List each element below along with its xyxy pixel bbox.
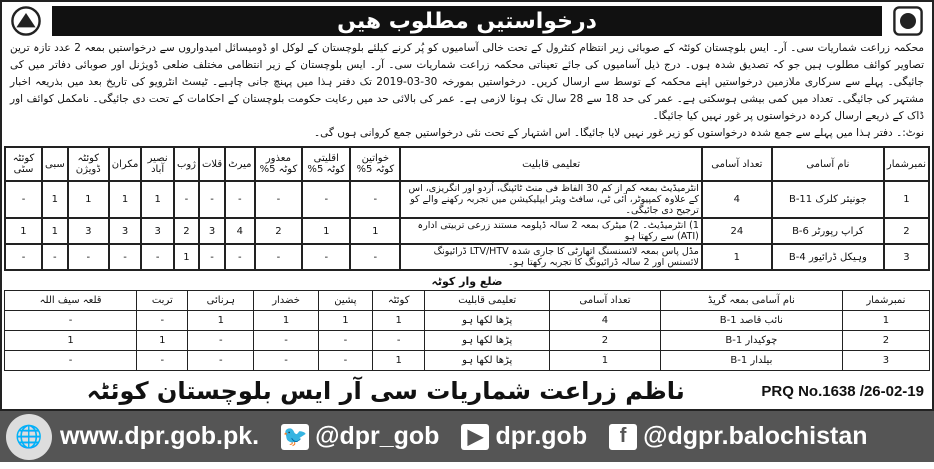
table-cell: -	[5, 181, 42, 218]
table-cell: 2	[174, 218, 199, 244]
table-cell: 1) انٹرمیڈیٹ۔ 2) میٹرک بمعہ 2 سالہ ڈپلومہ مستند زرعی تربیتی ادارہ (ATI) سے رکھتا ہو	[400, 218, 701, 244]
table-cell: بیلدار B-1	[660, 351, 842, 371]
table-cell: مڈل پاس بمعہ لائسنسنگ اتھارٹی کا جاری شدہ LTV/HTV ڈرائیونگ لائسنس اور 2 سالہ ڈرائیونگ کا تجربہ رکھتا ہو۔	[400, 244, 701, 270]
table-cell: 1	[302, 218, 350, 244]
table-cell: 1	[42, 218, 68, 244]
table-cell: -	[5, 244, 42, 270]
table-row	[5, 331, 930, 351]
column-header: تعداد آسامی	[549, 291, 660, 311]
table-cell: 1	[350, 218, 400, 244]
table-cell: 4	[225, 218, 254, 244]
table-cell: نائب قاصد B-1	[660, 311, 842, 331]
table-cell: انٹرمیڈیٹ بمعہ کم از کم 30 الفاظ فی منٹ ٹائپنگ، اُردو اور انگریزی، اس کے علاوہ کمپیوٹر، آئی ٹی، سافٹ ویئر ایپلیکیشن میں تجربہ رکھنے والے کو ترجیح دی جائیگی۔	[400, 181, 701, 218]
table-cell: -	[109, 244, 142, 270]
page-title: درخواستیں مطلوب ھیں	[52, 6, 882, 36]
column-header: سبی	[42, 147, 68, 181]
column-header: خواتین کوٹہ 5%	[350, 147, 400, 181]
column-header: نصیر آباد	[141, 147, 174, 181]
column-header: نمبرشمار	[842, 291, 929, 311]
intro-text	[10, 40, 924, 142]
table-cell: 1	[141, 181, 174, 218]
column-header: پشین	[318, 291, 372, 311]
globe-icon: 🌐	[6, 414, 52, 460]
table-cell: -	[137, 351, 188, 371]
column-header: نام آسامی بمعہ گریڈ	[660, 291, 842, 311]
table-cell: -	[188, 351, 254, 371]
table-cell: -	[255, 181, 303, 218]
column-header: تعلیمی قابلیت	[400, 147, 701, 181]
table-cell: 3	[109, 218, 142, 244]
table-cell: 1	[372, 311, 425, 331]
table-cell: -	[318, 331, 372, 351]
column-header: کوئٹہ ڈویژن	[68, 147, 109, 181]
column-header: میرٹ	[225, 147, 254, 181]
table-cell: پڑھا لکھا ہو	[425, 311, 549, 331]
table-cell: 2	[255, 218, 303, 244]
table-cell: وہیکل ڈرائیور B-4	[772, 244, 884, 270]
table-cell: -	[372, 331, 425, 351]
column-header: کوئٹہ	[372, 291, 425, 311]
table-cell: -	[42, 244, 68, 270]
table-row	[5, 244, 929, 270]
table-cell: پڑھا لکھا ہو	[425, 331, 549, 351]
column-header: کوئٹہ سٹی	[5, 147, 42, 181]
column-header: ہرنائی	[188, 291, 254, 311]
column-header: تعداد آسامی	[702, 147, 772, 181]
table-cell: 4	[702, 181, 772, 218]
table-cell: 1	[68, 181, 109, 218]
column-header: نمبرشمار	[884, 147, 929, 181]
table-row	[5, 181, 929, 218]
column-header: معذور کوٹہ 5%	[255, 147, 303, 181]
table-cell: -	[350, 181, 400, 218]
website-link[interactable]: www.dpr.gob.pk.	[60, 422, 260, 450]
intro-paragraph: محکمہ زراعت شماریات سی۔ آر۔ ایس بلوچستان کوئٹہ کے صوبائی زیر انتظام کنٹرول کے تحت خالی آسامیوں کو پُر کرنے کیلئے بلوچستان کے لوکل او ڈومیسائل امیدواروں سے درخواستیں بمعہ 2 عدد تازہ ترین تصاویر کوائف مطلوب ہیں جو کہ تصدیق شدہ ہوں۔ درج ذیل آسامیوں کی جائے تعیناتی محکمہ زراعت شماریات سی۔ آر۔ ایس بلوچستان کے زیر انتظامی مختلف ضلعی ڈویژنل اور صوبائی دفاتر میں کی جائیگی۔ پہلے سے سرکاری ملازمین درخواستیں اپنے محکمہ کے توسط سے ارسال کریں۔ درخواستیں بمورخہ 30-03-2019 تک دفتر ہذا میں پہنچ جانی چاہیے۔ ٹیسٹ انٹرویو کی تاریخ بعد میں بذریعہ اخبار مشتہر کی جائیگی۔ تعداد میں کمی بیشی ہوسکتی ہے۔ عمر کی حد 18 سے 28 سال تک ہونا لازمی ہے۔ عمر کی بالائی حد میں رعایت حکومت بلوچستان کے احکامات کے تحت دی جائیگی۔ نامکمل کوائف اور ڈاک کے ذریعے ارسال کردہ درخواستوں پر غور نہیں کیا جائیگا۔	[10, 42, 924, 122]
youtube-handle[interactable]: dpr.gob	[495, 422, 588, 450]
table-cell: 1	[109, 181, 142, 218]
govt-logo-left	[4, 4, 48, 38]
table-cell: -	[254, 351, 319, 371]
table-cell: -	[225, 181, 254, 218]
table-cell: 1	[5, 331, 137, 351]
table-cell: پڑھا لکھا ہو	[425, 351, 549, 371]
column-header: قلعہ سیف اللہ	[5, 291, 137, 311]
table-cell: 3	[842, 351, 929, 371]
table-cell: 1	[174, 244, 199, 270]
table-cell: 2	[884, 218, 929, 244]
table-cell: چوکیدار B-1	[660, 331, 842, 351]
twitter-handle[interactable]: @dpr_gob	[315, 422, 440, 450]
table-cell: 3	[141, 218, 174, 244]
table-row	[5, 351, 930, 371]
table-cell: -	[137, 311, 188, 331]
table-cell: -	[5, 311, 137, 331]
column-header: نام آسامی	[772, 147, 884, 181]
table-cell: 1	[842, 311, 929, 331]
signature-row	[4, 377, 930, 405]
table-cell: -	[174, 181, 199, 218]
column-header: خضدار	[254, 291, 319, 311]
table-cell: کراپ رپورٹر B-6	[772, 218, 884, 244]
table-cell: -	[68, 244, 109, 270]
table-cell: 1	[254, 311, 319, 331]
column-header: ژوب	[174, 147, 199, 181]
youtube-icon: ▶	[461, 424, 489, 450]
prq-number: PRQ No.1638 /26-02-19	[761, 382, 924, 400]
table-cell: -	[318, 351, 372, 371]
table-cell: 1	[702, 244, 772, 270]
table-cell: 1	[137, 331, 188, 351]
table-cell: 1	[318, 311, 372, 331]
column-header: قلات	[199, 147, 225, 181]
twitter-icon: 🐦	[281, 424, 309, 450]
signatory: ناظم زراعت شماریات سی آر ایس بلوچستان کوئٹہ	[86, 377, 685, 405]
table-cell: -	[255, 244, 303, 270]
table-cell: -	[254, 331, 319, 351]
district-quota-title: ضلع وار کوٹہ	[431, 275, 503, 288]
balochistan-emblem-right	[886, 4, 930, 38]
table-cell: 24	[702, 218, 772, 244]
table-cell: 1	[42, 181, 68, 218]
table-cell: -	[141, 244, 174, 270]
column-header: اقلیتی کوٹہ 5%	[302, 147, 350, 181]
table-cell: -	[199, 181, 225, 218]
note-paragraph: نوٹ:۔ دفتر ہذا میں پہلے سے جمع شدہ درخواستوں کو زیر غور نہیں لایا جائیگا۔ اس اشتہار کے تحت نئی درخواستیں جمع کروانی ہوں گی۔	[313, 127, 924, 139]
table-cell: 2	[549, 331, 660, 351]
table-cell: -	[225, 244, 254, 270]
table-row	[5, 311, 930, 331]
table-cell: 1	[5, 218, 42, 244]
footer-bar	[0, 411, 934, 462]
facebook-handle[interactable]: @dgpr.balochistan	[643, 422, 868, 450]
table-cell: 1	[884, 181, 929, 218]
table-cell: 2	[842, 331, 929, 351]
table-cell: 4	[549, 311, 660, 331]
table-cell: 1	[549, 351, 660, 371]
column-header: تعلیمی قابلیت	[425, 291, 549, 311]
table-cell: 1	[188, 311, 254, 331]
column-header: تربت	[137, 291, 188, 311]
table-cell: -	[350, 244, 400, 270]
facebook-icon: f	[609, 424, 637, 450]
table-cell: 1	[372, 351, 425, 371]
table-cell: 3	[199, 218, 225, 244]
table-cell: -	[302, 244, 350, 270]
table-cell: 3	[68, 218, 109, 244]
table-cell: 3	[884, 244, 929, 270]
posts-table	[4, 146, 930, 271]
table-cell: جونیئر کلرک B-11	[772, 181, 884, 218]
table-cell: -	[188, 331, 254, 351]
table-row	[5, 218, 929, 244]
district-quota-table	[4, 290, 930, 371]
table-cell: -	[199, 244, 225, 270]
table-cell: -	[5, 351, 137, 371]
table-cell: -	[302, 181, 350, 218]
column-header: مکران	[109, 147, 142, 181]
header	[4, 4, 930, 38]
